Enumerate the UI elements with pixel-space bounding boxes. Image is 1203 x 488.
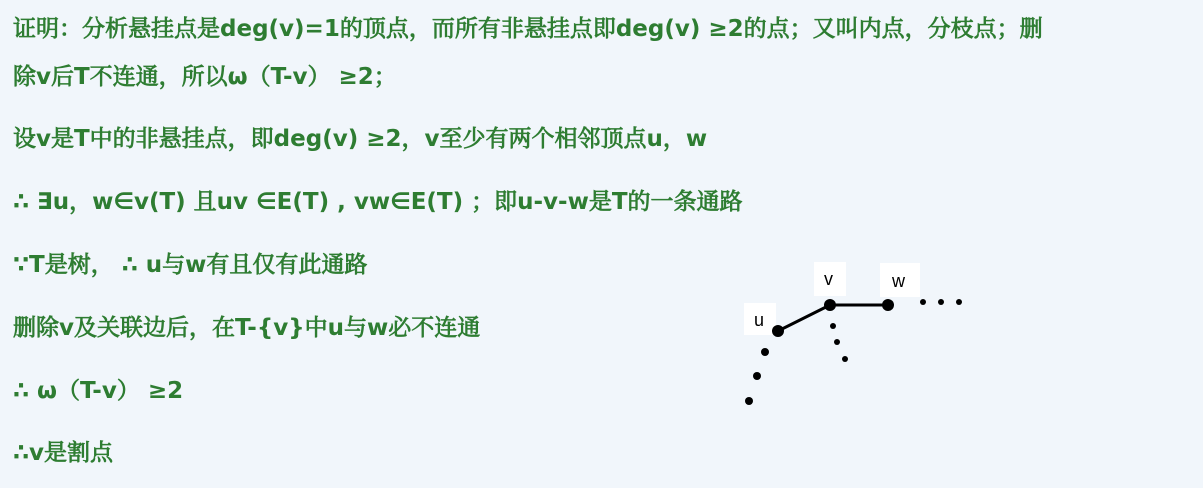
node-label-w: w <box>892 271 905 291</box>
proof-line-6: 删除v及关联边后，在T-{v}中u与w必不连通 <box>13 315 481 341</box>
proof-line-5: ∵T是树， ∴ u与w有且仅有此通路 <box>13 252 368 278</box>
continuation-dot <box>842 356 848 362</box>
continuation-dot <box>761 348 769 356</box>
continuation-dot <box>745 397 753 405</box>
continuation-dot <box>920 299 926 305</box>
continuation-dot <box>956 299 962 305</box>
node-label-v: v <box>824 269 833 289</box>
continuation-dot <box>938 299 944 305</box>
continuation-dot <box>834 339 840 345</box>
continuation-dot <box>830 323 836 329</box>
proof-line-3: 设v是T中的非悬挂点，即deg(v) ≥2，v至少有两个相邻顶点u，w <box>13 126 708 152</box>
continuation-dot <box>753 372 761 380</box>
proof-line-2: 除v后T不连通，所以ω（T-v） ≥2； <box>13 64 397 90</box>
proof-line-1: 证明：分析悬挂点是deg(v)=1的顶点，而所有非悬挂点即deg(v) ≥2的点；又叫内点，分枝点；删 <box>13 16 1043 42</box>
node-label-u: u <box>754 310 765 330</box>
vertex-v <box>824 299 836 311</box>
proof-line-8: ∴v是割点 <box>13 440 113 466</box>
proof-line-4: ∴ ∃u，w∈v(T) 且uv ∈E(T) , vw∈E(T) ；即u-v-w是T的一条通路 <box>13 189 743 215</box>
proof-line-7: ∴ ω（T-v） ≥2 <box>13 378 184 404</box>
vertex-w <box>882 299 894 311</box>
vertex-u <box>772 325 784 337</box>
edge-u-v <box>778 305 830 331</box>
